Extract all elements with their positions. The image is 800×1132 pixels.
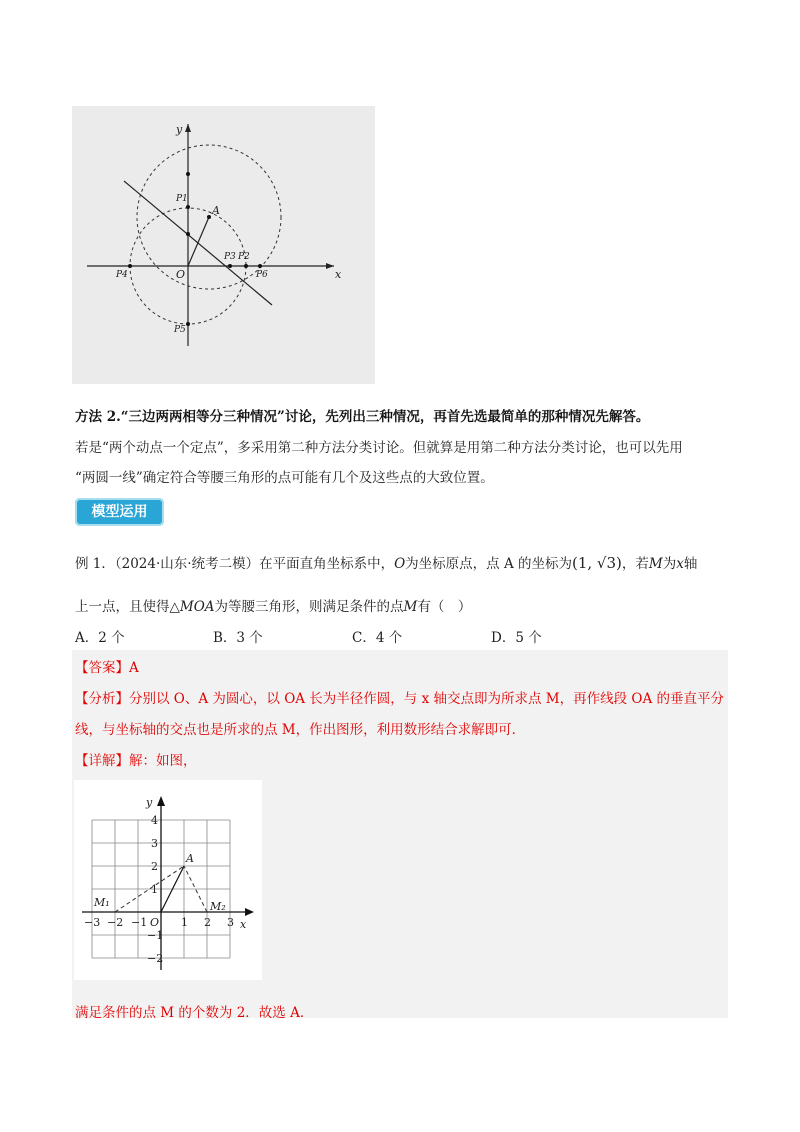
fig1-origin-label: O	[176, 268, 186, 281]
triangle-mod: △MOA	[169, 599, 215, 615]
fig1-p2-label: P2	[238, 252, 250, 262]
example-text-2: 为坐标原点，点 A 的坐标为	[405, 556, 572, 572]
example-text-4: 为	[662, 556, 677, 572]
fig2-xtick-neg2: −2	[107, 916, 124, 929]
fig1-p1-label: P1	[176, 194, 188, 204]
figure-1-diagram	[72, 106, 375, 384]
fig1-y-label: y	[176, 123, 183, 136]
method-heading: 方法 2.“三边两两相等分三种情况”讨论，先列出三种情况，再首先选最简单的那种情况先解答。	[75, 409, 650, 425]
fig2-xtick-neg1: −1	[131, 916, 148, 929]
fig2-origin-label: O	[150, 916, 160, 929]
coordinate: (1, √3)	[572, 554, 622, 572]
example-line2-c: 有（ ）	[417, 599, 472, 615]
symbol-x: x	[676, 556, 684, 572]
analysis-line-2: 线，与坐标轴的交点也是所求的点 M，作出图形，利用数形结合求解即可．	[75, 722, 526, 738]
fig2-y-label: y	[146, 796, 153, 809]
option-d: D．5 个	[491, 630, 542, 646]
fig1-p6-label: P6	[256, 270, 268, 280]
fig2-ytick-neg2: −2	[147, 952, 164, 965]
analysis-line-1: 【分析】分别以 O、A 为圆心，以 OA 长为半径作圆，与 x 轴交点即为所求点 M，再作线段 OA 的垂直平分	[75, 691, 725, 707]
answer-text: 【答案】A	[75, 660, 139, 676]
option-b: B．3 个	[213, 630, 263, 646]
fig1-p4-label: P4	[116, 270, 128, 280]
example-line2-b: 为等腰三角形，则满足条件的点	[214, 599, 404, 615]
perpendicular-bisector	[124, 181, 272, 305]
segment-OA	[188, 217, 209, 266]
fig2-ytick-1: 1	[151, 883, 158, 896]
paragraph-line-1: 若是“两个动点一个定点”，多采用第二种方法分类讨论。但就算是用第二种方法分类讨论，也可以先用	[75, 440, 683, 456]
example-line-2	[75, 595, 471, 615]
figure-2-diagram	[74, 780, 262, 980]
fig1-x-label: x	[335, 268, 342, 281]
detail-text: 【详解】解：如图，	[75, 753, 197, 769]
fig1-p5-label: P5	[174, 325, 186, 335]
example-line-1	[75, 552, 697, 572]
fig1-point-a-label: A	[212, 204, 220, 217]
fig2-ytick-3: 3	[151, 837, 158, 850]
paragraph-line-2: “两圆一线”确定符合等腰三角形的点可能有几个及这些点的大致位置。	[75, 470, 494, 486]
example-text-3: ，若	[621, 556, 649, 572]
y-arrow-icon	[185, 124, 191, 132]
x-arrow-icon	[326, 263, 334, 269]
fig2-xtick-neg3: −3	[84, 916, 101, 929]
fig2-y-arrow-icon	[157, 796, 165, 806]
fig2-ytick-neg1: −1	[147, 929, 164, 942]
conclusion-text: 满足条件的点 M 的个数为 2．故选 A．	[75, 1005, 314, 1021]
fig2-m1-label: M₁	[94, 896, 110, 909]
example-text-5: 轴	[683, 556, 698, 572]
fig2-ytick-4: 4	[151, 814, 158, 827]
fig2-point-a-label: A	[186, 852, 194, 865]
fig2-xtick-2: 2	[204, 916, 211, 929]
fig1-p3-label: P3	[224, 252, 236, 262]
symbol-m-2: M	[403, 599, 418, 615]
fig2-xtick-3: 3	[227, 916, 234, 929]
fig2-ytick-2: 2	[151, 860, 158, 873]
symbol-m: M	[648, 556, 663, 572]
figure-2-svg	[74, 780, 262, 980]
option-c: C．4 个	[352, 630, 403, 646]
example-line2-a: 上一点，且使得	[75, 599, 170, 615]
symbol-o: O	[394, 556, 406, 572]
example-prefix: 例 1．（2024·山东·统考二模）在平面直角坐标系中，	[75, 556, 395, 572]
section-badge: 模型运用	[75, 498, 164, 526]
option-a: A．2 个	[75, 630, 125, 646]
fig2-m2-label: M₂	[210, 900, 226, 913]
fig2-xtick-1: 1	[181, 916, 188, 929]
fig2-x-label: x	[240, 918, 247, 931]
fig2-x-arrow-icon	[245, 908, 254, 916]
figure-1-svg	[72, 106, 375, 384]
